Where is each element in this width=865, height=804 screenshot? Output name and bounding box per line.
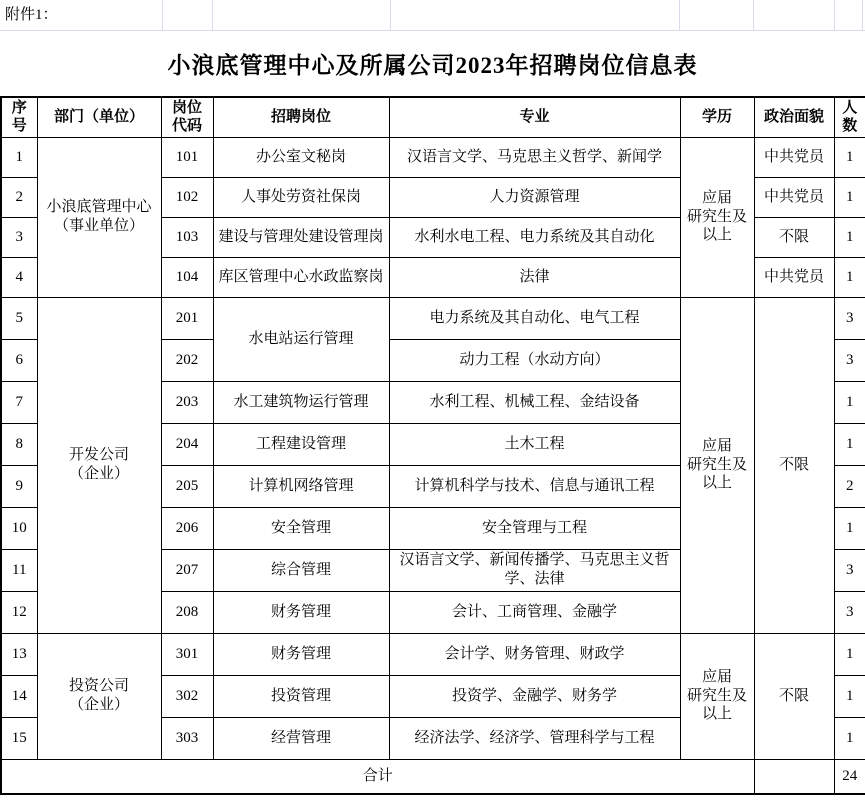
cell-major: 计算机科学与技术、信息与通讯工程 <box>389 465 680 507</box>
cell-seq: 2 <box>1 177 37 217</box>
cell-code: 205 <box>161 465 213 507</box>
cell-seq: 5 <box>1 297 37 339</box>
header-education: 学历 <box>680 97 754 137</box>
cell-position-merged: 水电站运行管理 <box>213 297 389 381</box>
cell-position: 建设与管理处建设管理岗 <box>213 217 389 257</box>
cell-major: 土木工程 <box>389 423 680 465</box>
cell-major: 投资学、金融学、财务学 <box>389 675 680 717</box>
cell-political-group2: 不限 <box>754 297 834 633</box>
cell-seq: 9 <box>1 465 37 507</box>
cell-code: 202 <box>161 339 213 381</box>
cell-count: 1 <box>834 633 865 675</box>
cell-count: 1 <box>834 675 865 717</box>
cell-political-group3: 不限 <box>754 633 834 759</box>
cell-position: 工程建设管理 <box>213 423 389 465</box>
header-seq: 序 号 <box>1 97 37 137</box>
cell-count: 1 <box>834 717 865 759</box>
top-gridline-strip <box>0 0 865 31</box>
attachment-label: 附件1： <box>5 7 58 23</box>
cell-education-group1: 应届 研究生及 以上 <box>680 137 754 297</box>
cell-code: 302 <box>161 675 213 717</box>
recruitment-table <box>0 96 865 795</box>
cell-count: 2 <box>834 465 865 507</box>
total-row <box>1 759 865 794</box>
header-major: 专业 <box>389 97 680 137</box>
table-row <box>1 137 865 177</box>
cell-seq: 4 <box>1 257 37 297</box>
cell-count: 3 <box>834 297 865 339</box>
total-label: 合计 <box>1 759 754 794</box>
gridline-vertical <box>834 0 835 30</box>
title-bar <box>0 31 865 96</box>
cell-seq: 3 <box>1 217 37 257</box>
cell-political: 中共党员 <box>754 177 834 217</box>
cell-seq: 6 <box>1 339 37 381</box>
total-political-empty <box>754 759 834 794</box>
cell-code: 303 <box>161 717 213 759</box>
cell-major: 电力系统及其自动化、电气工程 <box>389 297 680 339</box>
cell-major: 水利工程、机械工程、金结设备 <box>389 381 680 423</box>
header-department: 部门（单位） <box>37 97 161 137</box>
cell-code: 103 <box>161 217 213 257</box>
cell-major: 汉语言文学、新闻传播学、马克思主义哲 学、法律 <box>389 549 680 591</box>
cell-major: 会计、工商管理、金融学 <box>389 591 680 633</box>
cell-code: 201 <box>161 297 213 339</box>
header-count: 人 数 <box>834 97 865 137</box>
cell-code: 203 <box>161 381 213 423</box>
gridline-vertical <box>162 0 163 30</box>
header-political: 政治面貌 <box>754 97 834 137</box>
cell-code: 207 <box>161 549 213 591</box>
cell-seq: 1 <box>1 137 37 177</box>
cell-seq: 15 <box>1 717 37 759</box>
cell-seq: 7 <box>1 381 37 423</box>
cell-position: 水工建筑物运行管理 <box>213 381 389 423</box>
cell-position: 投资管理 <box>213 675 389 717</box>
cell-count: 1 <box>834 137 865 177</box>
cell-major: 经济法学、经济学、管理科学与工程 <box>389 717 680 759</box>
cell-code: 102 <box>161 177 213 217</box>
header-position: 招聘岗位 <box>213 97 389 137</box>
cell-major: 汉语言文学、马克思主义哲学、新闻学 <box>389 137 680 177</box>
cell-count: 1 <box>834 177 865 217</box>
cell-major: 人力资源管理 <box>389 177 680 217</box>
gridline-vertical <box>679 0 680 30</box>
cell-position: 库区管理中心水政监察岗 <box>213 257 389 297</box>
cell-code: 206 <box>161 507 213 549</box>
cell-major: 水利水电工程、电力系统及其自动化 <box>389 217 680 257</box>
page-title: 小浪底管理中心及所属公司2023年招聘岗位信息表 <box>167 53 698 78</box>
cell-seq: 8 <box>1 423 37 465</box>
cell-education-group2: 应届 研究生及 以上 <box>680 297 754 633</box>
cell-position: 财务管理 <box>213 633 389 675</box>
gridline-vertical <box>390 0 391 30</box>
cell-seq: 10 <box>1 507 37 549</box>
cell-position: 经营管理 <box>213 717 389 759</box>
cell-position: 人事处劳资社保岗 <box>213 177 389 217</box>
cell-position: 办公室文秘岗 <box>213 137 389 177</box>
cell-seq: 14 <box>1 675 37 717</box>
cell-seq: 11 <box>1 549 37 591</box>
cell-code: 101 <box>161 137 213 177</box>
cell-major: 法律 <box>389 257 680 297</box>
gridline-vertical <box>753 0 754 30</box>
cell-position: 综合管理 <box>213 549 389 591</box>
cell-seq: 13 <box>1 633 37 675</box>
cell-department-group3: 投资公司 （企业） <box>37 633 161 759</box>
gridline-vertical <box>212 0 213 30</box>
cell-political: 中共党员 <box>754 257 834 297</box>
cell-department-group1: 小浪底管理中心 （事业单位） <box>37 137 161 297</box>
cell-count: 1 <box>834 507 865 549</box>
cell-code: 104 <box>161 257 213 297</box>
cell-count: 1 <box>834 423 865 465</box>
gridline-vertical <box>862 0 863 30</box>
cell-code: 301 <box>161 633 213 675</box>
cell-position: 计算机网络管理 <box>213 465 389 507</box>
cell-political: 中共党员 <box>754 137 834 177</box>
cell-code: 208 <box>161 591 213 633</box>
cell-department-group2: 开发公司 （企业） <box>37 297 161 633</box>
table-row <box>1 633 865 675</box>
cell-count: 3 <box>834 339 865 381</box>
cell-count: 1 <box>834 217 865 257</box>
cell-major: 安全管理与工程 <box>389 507 680 549</box>
cell-major: 会计学、财务管理、财政学 <box>389 633 680 675</box>
cell-major: 动力工程（水动方向） <box>389 339 680 381</box>
table-row <box>1 297 865 339</box>
header-row <box>1 97 865 137</box>
cell-code: 204 <box>161 423 213 465</box>
total-value: 24 <box>834 759 865 794</box>
cell-count: 3 <box>834 549 865 591</box>
header-code: 岗位 代码 <box>161 97 213 137</box>
cell-seq: 12 <box>1 591 37 633</box>
cell-education-group3: 应届 研究生及 以上 <box>680 633 754 759</box>
cell-count: 1 <box>834 381 865 423</box>
cell-position: 财务管理 <box>213 591 389 633</box>
cell-count: 1 <box>834 257 865 297</box>
cell-position: 安全管理 <box>213 507 389 549</box>
cell-political: 不限 <box>754 217 834 257</box>
cell-count: 3 <box>834 591 865 633</box>
